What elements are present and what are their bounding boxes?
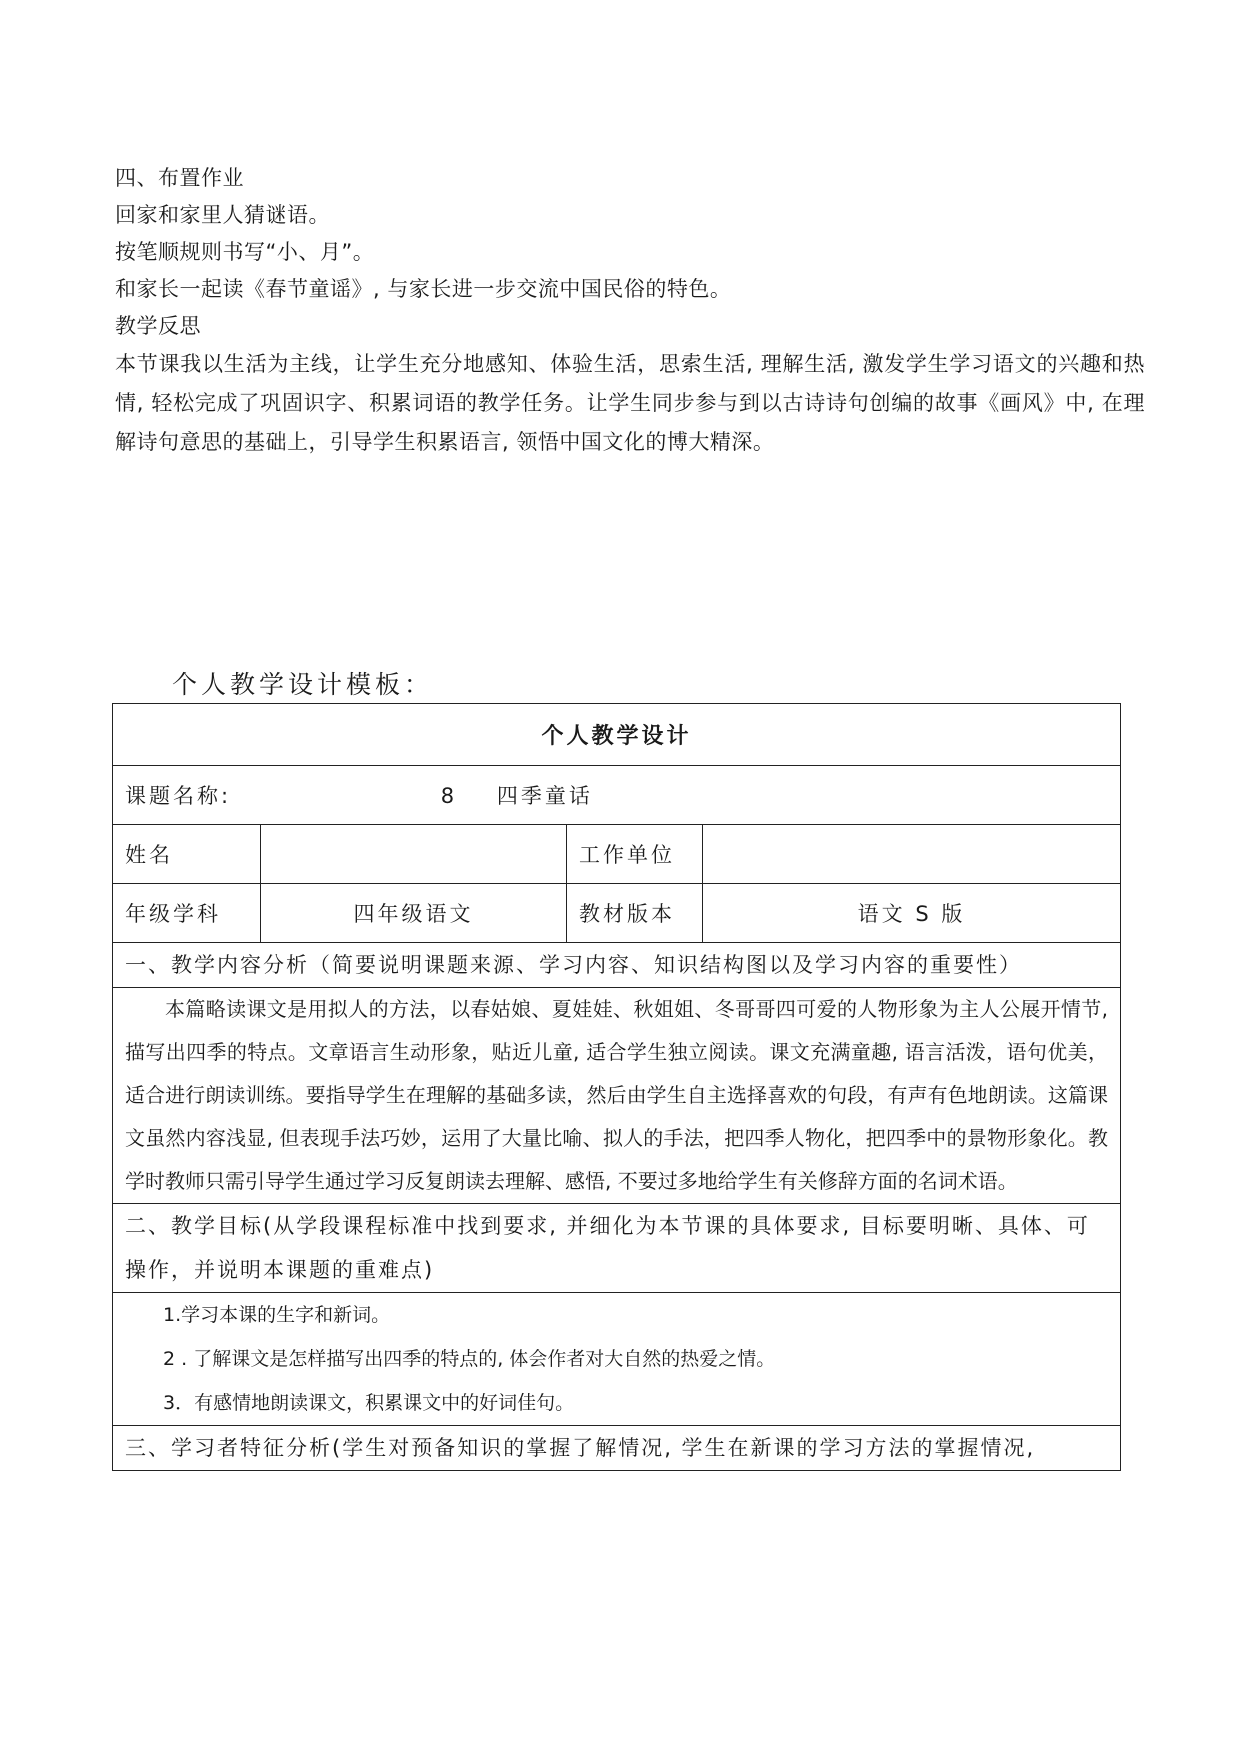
section2-heading: 二、教学目标(从学段课程标准中找到要求, 并细化为本节课的具体要求, 目标要明晰、具体、可操作，并说明本课题的重难点) (113, 1204, 1121, 1293)
homework-item: 和家长一起读《春节童谣》, 与家长进一步交流中国民俗的特色。 (115, 277, 732, 301)
table-title: 个人教学设计 (113, 704, 1121, 766)
name-label: 姓名 (113, 825, 261, 884)
unit-field[interactable] (703, 825, 1121, 884)
template-title: 个人教学设计模板： (172, 670, 434, 699)
goals-cell (113, 1293, 1121, 1426)
top-text-block (115, 160, 1145, 462)
homework-item: 回家和家里人猜谜语。 (115, 203, 330, 227)
lesson-name: 四季童话 (496, 784, 593, 808)
reflection-text: 本节课我以生活为主线，让学生充分地感知、体验生活，思索生活, 理解生活, 激发学生学习语文的兴趣和热情, 轻松完成了巩固识字、积累词语的教学任务。让学生同步参与到以古诗诗句创编的故事《画风》中, 在理解诗句意思的基础上，引导学生积累语言, 领悟中国文化的博大精深。 (115, 352, 1145, 454)
goal-item: 2 . 了解课文是怎样描写出四季的特点的, 体会作者对大自然的热爱之情。 (163, 1348, 776, 1370)
lesson-number: 8 (440, 784, 458, 808)
homework-heading: 四、布置作业 (115, 166, 244, 190)
edition-value: 语文 S 版 (703, 884, 1121, 943)
reflection-heading: 教学反思 (115, 314, 201, 338)
teaching-design-table (112, 703, 1121, 1471)
edition-label: 教材版本 (567, 884, 703, 943)
grade-value: 四年级语文 (261, 884, 567, 943)
goal-item: 1.学习本课的生字和新词。 (163, 1304, 391, 1326)
lesson-row (113, 766, 1121, 825)
lesson-label: 课题名称: (125, 784, 232, 808)
grade-label: 年级学科 (113, 884, 261, 943)
section3-heading: 三、学习者特征分析(学生对预备知识的掌握了解情况, 学生在新课的学习方法的掌握情况, (113, 1426, 1121, 1471)
section1-text: 本篇略读课文是用拟人的方法，以春姑娘、夏娃娃、秋姐姐、冬哥哥四可爱的人物形象为主人公展开情节, 描写出四季的特点。文章语言生动形象，贴近儿童, 适合学生独立阅读。课文充满童趣, 语言活泼，语句优美，适合进行朗读训练。要指导学生在理解的基础多读，然后由学生自主选择喜欢的句段，有声有色地朗读。这篇课文虽然内容浅显, 但表现手法巧妙，运用了大量比喻、拟人的手法，把四季人物化，把四季中的景物形象化。教学时教师只需引导学生通过学习反复朗读去理解、感悟, 不要过多地给学生有关修辞方面的名词术语。 (113, 988, 1121, 1204)
homework-item: 按笔顺规则书写“小、月”。 (115, 240, 375, 264)
name-field[interactable] (261, 825, 567, 884)
goal-item: 3．有感情地朗读课文，积累课文中的好词佳句。 (163, 1392, 575, 1414)
unit-label: 工作单位 (567, 825, 703, 884)
section1-heading: 一、教学内容分析（简要说明课题来源、学习内容、知识结构图以及学习内容的重要性） (113, 943, 1121, 988)
